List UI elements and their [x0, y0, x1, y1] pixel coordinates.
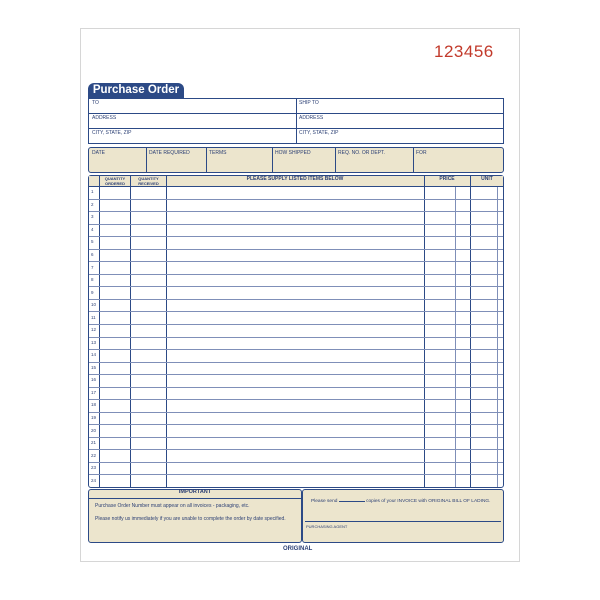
table-row[interactable]	[89, 324, 503, 325]
row-number: 1	[91, 189, 94, 195]
info-divider	[146, 147, 147, 173]
row-number: 21	[91, 440, 97, 446]
row-number: 8	[91, 277, 94, 283]
table-row[interactable]	[89, 374, 503, 375]
row-number: 18	[91, 402, 97, 408]
table-row[interactable]	[89, 449, 503, 450]
table-row[interactable]	[89, 236, 503, 237]
send-after: copies of your INVOICE with ORIGINAL BILL OF LADING.	[366, 499, 491, 504]
table-row[interactable]	[89, 424, 503, 425]
table-header-line	[88, 186, 504, 187]
table-row[interactable]	[89, 462, 503, 463]
table-row[interactable]	[89, 199, 503, 200]
price-header: PRICE	[439, 176, 455, 182]
info-divider	[272, 147, 273, 173]
important-line-2: Please notify us immediately if you are unable to complete the order by date specified.	[95, 516, 286, 522]
to-label: TO	[92, 100, 99, 106]
address-line	[88, 128, 504, 129]
table-row[interactable]	[89, 437, 503, 438]
info-divider	[413, 147, 414, 173]
row-number: 19	[91, 415, 97, 421]
for-label: FOR	[416, 150, 427, 156]
purchasing-agent-label: PURCHASING AGENT	[306, 524, 348, 529]
table-row[interactable]	[89, 337, 503, 338]
terms-label: TERMS	[209, 150, 227, 156]
row-number: 16	[91, 377, 97, 383]
important-divider	[88, 498, 302, 499]
info-divider	[335, 147, 336, 173]
row-number: 20	[91, 427, 97, 433]
row-number: 11	[91, 314, 96, 320]
city-right-label: CITY, STATE, ZIP	[299, 130, 339, 136]
agent-signature-line[interactable]	[305, 521, 501, 522]
qty-received-header: QUANTITY RECEIVED	[138, 176, 159, 186]
row-number: 17	[91, 389, 97, 395]
row-number: 12	[91, 327, 97, 333]
table-row[interactable]	[89, 274, 503, 275]
ship-to-label: SHIP TO	[299, 100, 319, 106]
table-row[interactable]	[89, 224, 503, 225]
table-row[interactable]	[89, 474, 503, 475]
form-title: Purchase Order	[88, 83, 184, 98]
row-number: 2	[91, 201, 94, 207]
date-required-label: DATE REQUIRED	[149, 150, 190, 156]
items-header: PLEASE SUPPLY LISTED ITEMS BELOW	[246, 176, 344, 182]
copies-blank[interactable]	[339, 501, 365, 502]
items-table	[88, 175, 504, 488]
date-label: DATE	[92, 150, 105, 156]
info-divider	[206, 147, 207, 173]
unit-header: UNIT	[481, 176, 493, 182]
row-number: 4	[91, 226, 94, 232]
table-row[interactable]	[89, 387, 503, 388]
row-number: 23	[91, 465, 97, 471]
row-number: 22	[91, 452, 97, 458]
row-number: 5	[91, 239, 94, 245]
address-divider	[296, 98, 297, 144]
row-number: 15	[91, 364, 97, 370]
table-row[interactable]	[89, 211, 503, 212]
invoice-instructions-box	[302, 489, 504, 543]
address-right-label: ADDRESS	[299, 115, 324, 121]
copy-label: ORIGINAL	[283, 546, 313, 552]
city-left-label: CITY, STATE, ZIP	[92, 130, 132, 136]
po-number: 123456	[434, 42, 494, 61]
address-left-label: ADDRESS	[92, 115, 117, 121]
send-before: Please send	[311, 499, 338, 504]
row-number: 7	[91, 264, 94, 270]
table-row[interactable]	[89, 412, 503, 413]
table-row[interactable]	[89, 249, 503, 250]
how-shipped-label: HOW SHIPPED	[275, 150, 311, 156]
row-number: 9	[91, 289, 94, 295]
req-no-label: REQ. NO. OR DEPT.	[338, 150, 385, 156]
row-number: 24	[91, 477, 97, 483]
table-row[interactable]	[89, 261, 503, 262]
qty-ordered-header: QUANTITY ORDERED	[104, 176, 126, 186]
table-row[interactable]	[89, 399, 503, 400]
row-number: 3	[91, 214, 94, 220]
send-copies-text	[311, 499, 491, 504]
table-row[interactable]	[89, 349, 503, 350]
row-number: 10	[91, 302, 97, 308]
row-number: 6	[91, 251, 94, 257]
address-line	[88, 113, 504, 114]
table-row[interactable]	[89, 299, 503, 300]
row-number: 14	[91, 352, 97, 358]
table-row[interactable]	[89, 286, 503, 287]
important-heading: IMPORTANT	[178, 489, 212, 495]
important-line-1: Purchase Order Number must appear on all invoices - packaging, etc.	[95, 503, 250, 509]
table-row[interactable]	[89, 362, 503, 363]
table-row[interactable]	[89, 311, 503, 312]
row-number: 13	[91, 339, 97, 345]
